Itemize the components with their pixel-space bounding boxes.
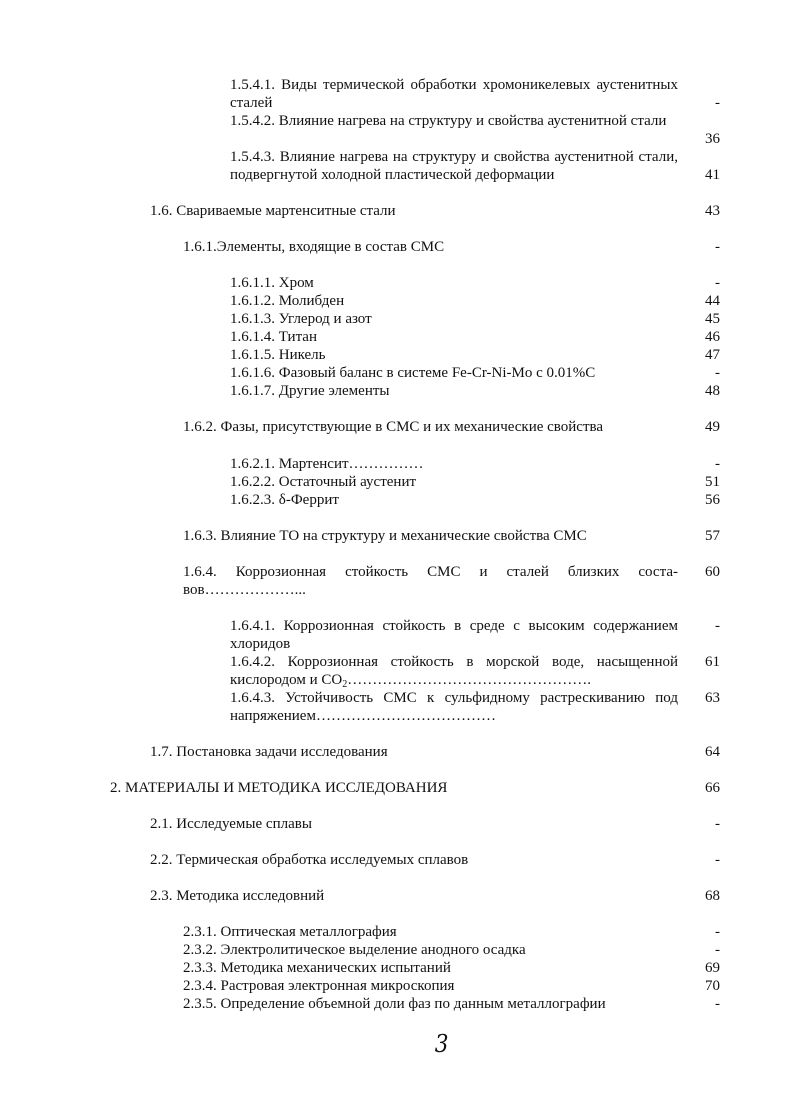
toc-entry-title: 1.6.1.1. Хром bbox=[230, 275, 314, 291]
toc-entry-page: - bbox=[715, 239, 720, 255]
toc-entry bbox=[0, 923, 797, 941]
toc-entry bbox=[0, 563, 797, 599]
toc-entry bbox=[0, 995, 797, 1013]
toc-entry-page: - bbox=[715, 456, 720, 472]
toc-entry bbox=[0, 617, 797, 653]
toc-entry-title-main: 1.6.4.2. Коррозионная стойкость в морской воде, насыщенной кислородом и CO bbox=[230, 654, 678, 688]
toc-entry-title: 2.3. Методика исследовний bbox=[150, 888, 325, 904]
toc-entry bbox=[0, 202, 797, 220]
toc-entry bbox=[0, 346, 797, 364]
toc-entry-title: 2. МАТЕРИАЛЫ И МЕТОДИКА ИССЛЕДОВАНИЯ bbox=[110, 780, 448, 796]
toc-entry-page: - bbox=[715, 95, 720, 111]
toc-entry bbox=[0, 455, 797, 473]
toc-entry-title: 2.3.1. Оптическая металлография bbox=[183, 924, 397, 940]
toc-entry-title: 1.6.1.4. Титан bbox=[230, 329, 317, 345]
subscript: 2 bbox=[342, 679, 348, 690]
toc-entry-title: 1.6.2.2. Остаточный аустенит bbox=[230, 474, 417, 490]
toc-entry-title: 1.6.1.7. Другие элементы bbox=[230, 383, 390, 399]
toc-entry-title: 1.7. Постановка задачи исследования bbox=[150, 744, 388, 760]
toc-entry-page: 63 bbox=[705, 690, 720, 706]
toc-entry bbox=[0, 887, 797, 905]
toc-entry-title: 1.6.1.2. Молибден bbox=[230, 293, 345, 309]
toc-entry-page: 57 bbox=[705, 528, 720, 544]
toc-entry bbox=[0, 959, 797, 977]
toc-entry-page: - bbox=[715, 942, 720, 958]
toc-entry-page: - bbox=[715, 924, 720, 940]
toc-entry bbox=[0, 274, 797, 292]
toc-entry bbox=[0, 491, 797, 509]
toc-entry bbox=[0, 779, 797, 797]
toc-entry bbox=[0, 941, 797, 959]
toc-entry-page: 68 bbox=[705, 888, 720, 904]
toc-entry-page: 47 bbox=[705, 347, 720, 363]
toc-entry-title: 2.2. Термическая обработка исследуемых сплавов bbox=[150, 852, 469, 868]
toc-entry-title: 1.6.3. Влияние ТО на структуру и механические свойства СМС bbox=[183, 528, 587, 544]
toc-entry-page: 69 bbox=[705, 960, 720, 976]
toc-entry-title: 1.6.4. Коррозионная стойкость СМС и сталей близких составов………………... bbox=[183, 564, 678, 598]
toc-entry bbox=[0, 689, 797, 725]
toc-entry-page: - bbox=[715, 816, 720, 832]
toc-entry-title: 1.6.1.5. Никель bbox=[230, 347, 326, 363]
toc-entry-title: 1.6.4.1. Коррозионная стойкость в среде с высоким содержанием хлоридов bbox=[230, 618, 678, 652]
toc-entry bbox=[0, 238, 797, 256]
toc-entry-title: 1.5.4.2. Влияние нагрева на структуру и свойства аустенитной стали bbox=[230, 113, 667, 129]
toc-entry bbox=[0, 527, 797, 545]
toc-entry-title: 1.6.2.1. Мартенсит…………… bbox=[230, 456, 424, 472]
toc-entry bbox=[0, 977, 797, 995]
toc-entry-page: 41 bbox=[705, 167, 720, 183]
toc-entry-page: - bbox=[715, 275, 720, 291]
page-number: 3 bbox=[434, 1030, 449, 1058]
toc-entry bbox=[0, 76, 797, 112]
toc-entry-page: - bbox=[715, 852, 720, 868]
toc-entry-page: - bbox=[715, 618, 720, 634]
toc-entry bbox=[0, 743, 797, 761]
toc-entry bbox=[0, 382, 797, 400]
toc-entry-page: 48 bbox=[705, 383, 720, 399]
toc-entry-page: - bbox=[715, 365, 720, 381]
toc-entry bbox=[0, 148, 797, 184]
toc-entry bbox=[0, 292, 797, 310]
toc-entry-title bbox=[230, 653, 678, 694]
toc-entry-page: 61 bbox=[705, 654, 720, 670]
toc-entry bbox=[0, 653, 797, 689]
toc-entry-page: 43 bbox=[705, 203, 720, 219]
toc-entry bbox=[0, 418, 797, 436]
toc-entry-page: 60 bbox=[705, 564, 720, 580]
toc-entry-title: 1.6.2. Фазы, присутствующие в СМС и их механические свойства bbox=[183, 419, 604, 435]
toc-entry-title: 2.3.4. Растровая электронная микроскопия bbox=[183, 978, 455, 994]
toc-entry-title: 1.6.4.3. Устойчивость СМС к сульфидному растрескиванию под напряжением……………………………… bbox=[230, 690, 678, 724]
toc-entry-page: 44 bbox=[705, 293, 720, 309]
toc-entry-title: 1.6. Свариваемые мартенситные стали bbox=[150, 203, 396, 219]
toc-entry-page: 36 bbox=[705, 131, 720, 147]
toc-entry bbox=[0, 112, 797, 148]
toc-entry-title: 2.1. Исследуемые сплавы bbox=[150, 816, 312, 832]
toc-entry-page: - bbox=[715, 996, 720, 1012]
toc-entry bbox=[0, 328, 797, 346]
toc-entry-page: 51 bbox=[705, 474, 720, 490]
toc-entry-page: 49 bbox=[705, 419, 720, 435]
toc-entry bbox=[0, 815, 797, 833]
toc-entry-page: 45 bbox=[705, 311, 720, 327]
toc-entry-title: 2.3.3. Методика механических испытаний bbox=[183, 960, 451, 976]
toc-entry bbox=[0, 310, 797, 328]
toc-entry bbox=[0, 851, 797, 869]
toc-entry-title: 1.6.1.Элементы, входящие в состав СМС bbox=[183, 239, 445, 255]
toc-entry-page: 64 bbox=[705, 744, 720, 760]
toc-entry-title: 2.3.2. Электролитическое выделение анодного осадка bbox=[183, 942, 526, 958]
toc-entry bbox=[0, 364, 797, 382]
toc-entry-title: 1.5.4.3. Влияние нагрева на структуру и свойства аустенитной стали, подвергнутой холодной пластической деформации bbox=[230, 149, 678, 183]
toc-entry bbox=[0, 473, 797, 491]
toc-entry-page: 56 bbox=[705, 492, 720, 508]
toc-entry-page: 70 bbox=[705, 978, 720, 994]
toc-entry-title: 1.6.1.6. Фазовый баланс в системе Fe-Cr-Ni-Mo с 0.01%C bbox=[230, 365, 596, 381]
toc-entry-title: 1.6.1.3. Углерод и азот bbox=[230, 311, 372, 327]
toc-entry-leader: …………………………………………. bbox=[347, 672, 591, 688]
toc-entry-page: 46 bbox=[705, 329, 720, 345]
toc-entry-title: 2.3.5. Определение объемной доли фаз по данным металлографии bbox=[183, 996, 606, 1012]
toc-entry-page: 66 bbox=[705, 780, 720, 796]
toc-entry-title: 1.5.4.1. Виды термической обработки хромоникелевых аустенитных сталей bbox=[230, 77, 678, 111]
toc-entry-title: 1.6.2.3. δ-Феррит bbox=[230, 492, 339, 508]
